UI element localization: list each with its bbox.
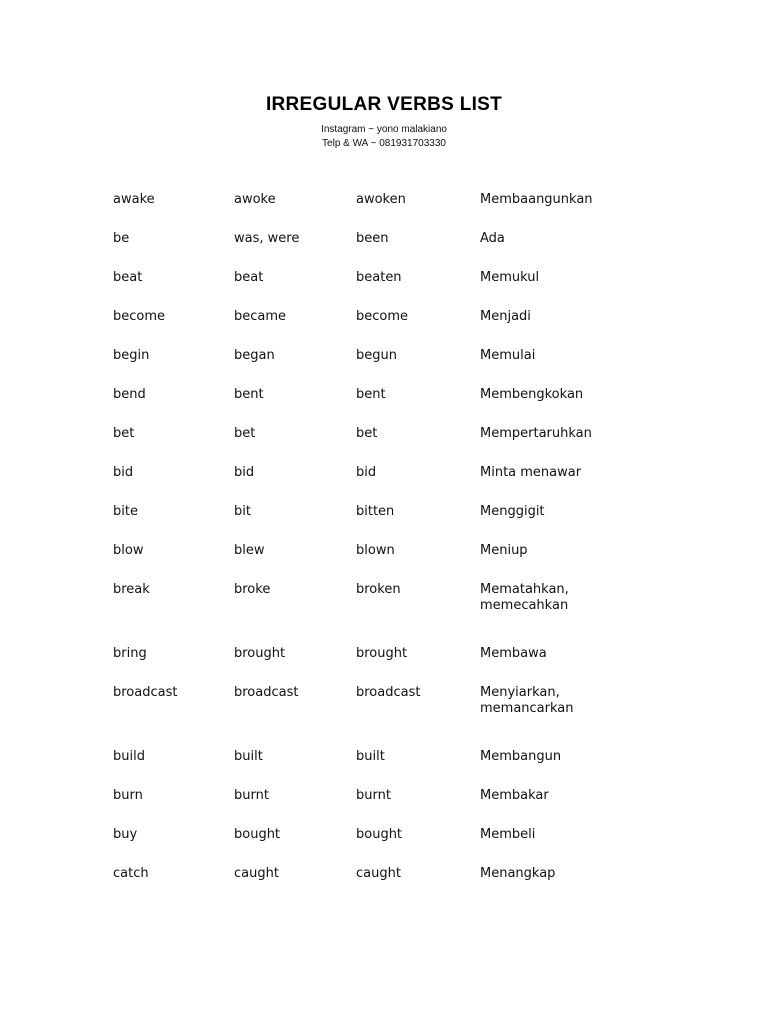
verb-base: be xyxy=(113,231,130,246)
verb-participle: bid xyxy=(356,465,377,480)
verb-past: blew xyxy=(234,543,265,558)
verb-row xyxy=(113,646,673,662)
verb-participle: begun xyxy=(356,348,397,363)
verb-past: broadcast xyxy=(234,685,299,700)
verb-participle: burnt xyxy=(356,788,391,803)
verb-past: broke xyxy=(234,582,271,597)
verb-meaning: Membengkokan xyxy=(480,387,584,402)
verb-base: catch xyxy=(113,866,149,881)
verb-row xyxy=(113,426,673,442)
verb-participle: been xyxy=(356,231,389,246)
verb-base: broadcast xyxy=(113,685,178,700)
verb-meaning: Menggigit xyxy=(480,504,545,519)
verb-base: begin xyxy=(113,348,150,363)
verb-participle: bent xyxy=(356,387,386,402)
verb-meaning: Membangun xyxy=(480,749,562,764)
verb-past: caught xyxy=(234,866,279,881)
verb-past: bid xyxy=(234,465,255,480)
verb-meaning: Ada xyxy=(480,231,505,246)
verb-base: break xyxy=(113,582,150,597)
verb-row xyxy=(113,465,673,481)
verb-meaning: Minta menawar xyxy=(480,465,582,480)
verb-participle: blown xyxy=(356,543,395,558)
verb-row xyxy=(113,192,673,208)
verb-base: bid xyxy=(113,465,134,480)
verb-base: bring xyxy=(113,646,147,661)
verb-past: brought xyxy=(234,646,286,661)
verb-base: bite xyxy=(113,504,138,519)
verb-past: bet xyxy=(234,426,256,441)
verb-row xyxy=(113,749,673,765)
document-title: IRREGULAR VERBS LIST xyxy=(265,94,503,115)
verb-past: built xyxy=(234,749,263,764)
verb-row xyxy=(113,348,673,364)
verb-participle: brought xyxy=(356,646,408,661)
verb-base: burn xyxy=(113,788,143,803)
verb-meaning: Membeli xyxy=(480,827,536,842)
verb-meaning: Mematahkan, memecahkan xyxy=(480,582,569,613)
verb-past: became xyxy=(234,309,287,324)
verb-base: beat xyxy=(113,270,143,285)
verb-meaning: Menjadi xyxy=(480,309,531,324)
verb-row xyxy=(113,231,673,247)
verb-past: awoke xyxy=(234,192,276,207)
verb-participle: broken xyxy=(356,582,401,597)
verb-meaning: Membawa xyxy=(480,646,547,661)
verb-row xyxy=(113,685,673,717)
verb-past: bought xyxy=(234,827,281,842)
verb-row xyxy=(113,582,673,614)
verb-base: blow xyxy=(113,543,144,558)
verb-row xyxy=(113,309,673,325)
verb-meaning: Membaangunkan xyxy=(480,192,593,207)
verb-past: beat xyxy=(234,270,264,285)
verb-participle: bitten xyxy=(356,504,395,519)
verb-past: burnt xyxy=(234,788,269,803)
verb-meaning: Menangkap xyxy=(480,866,556,881)
verb-base: awake xyxy=(113,192,155,207)
verb-participle: caught xyxy=(356,866,401,881)
verb-base: bet xyxy=(113,426,135,441)
verb-participle: broadcast xyxy=(356,685,421,700)
verb-row xyxy=(113,827,673,843)
verb-participle: beaten xyxy=(356,270,402,285)
instagram-line: Instagram ~ yono malakiano xyxy=(321,124,447,135)
verb-base: bend xyxy=(113,387,146,402)
verb-base: buy xyxy=(113,827,138,842)
verb-meaning: Menyiarkan, memancarkan xyxy=(480,685,574,716)
verb-past: began xyxy=(234,348,275,363)
verb-meaning: Memukul xyxy=(480,270,540,285)
verb-meaning: Memulai xyxy=(480,348,536,363)
verb-row xyxy=(113,387,673,403)
verbs-list xyxy=(113,192,673,905)
verb-participle: awoken xyxy=(356,192,406,207)
verb-row xyxy=(113,788,673,804)
verb-participle: become xyxy=(356,309,409,324)
verb-meaning: Mempertaruhkan xyxy=(480,426,592,441)
verb-past: was, were xyxy=(234,231,300,246)
verb-participle: bet xyxy=(356,426,378,441)
verb-row xyxy=(113,543,673,559)
verb-past: bent xyxy=(234,387,264,402)
verb-participle: bought xyxy=(356,827,403,842)
verb-base: become xyxy=(113,309,166,324)
verb-row xyxy=(113,270,673,286)
verb-past: bit xyxy=(234,504,251,519)
verb-row xyxy=(113,866,673,882)
verb-participle: built xyxy=(356,749,385,764)
verb-meaning: Meniup xyxy=(480,543,528,558)
verb-base: build xyxy=(113,749,145,764)
contact-line: Telp & WA ~ 081931703330 xyxy=(322,138,446,149)
verb-row xyxy=(113,504,673,520)
verb-meaning: Membakar xyxy=(480,788,549,803)
